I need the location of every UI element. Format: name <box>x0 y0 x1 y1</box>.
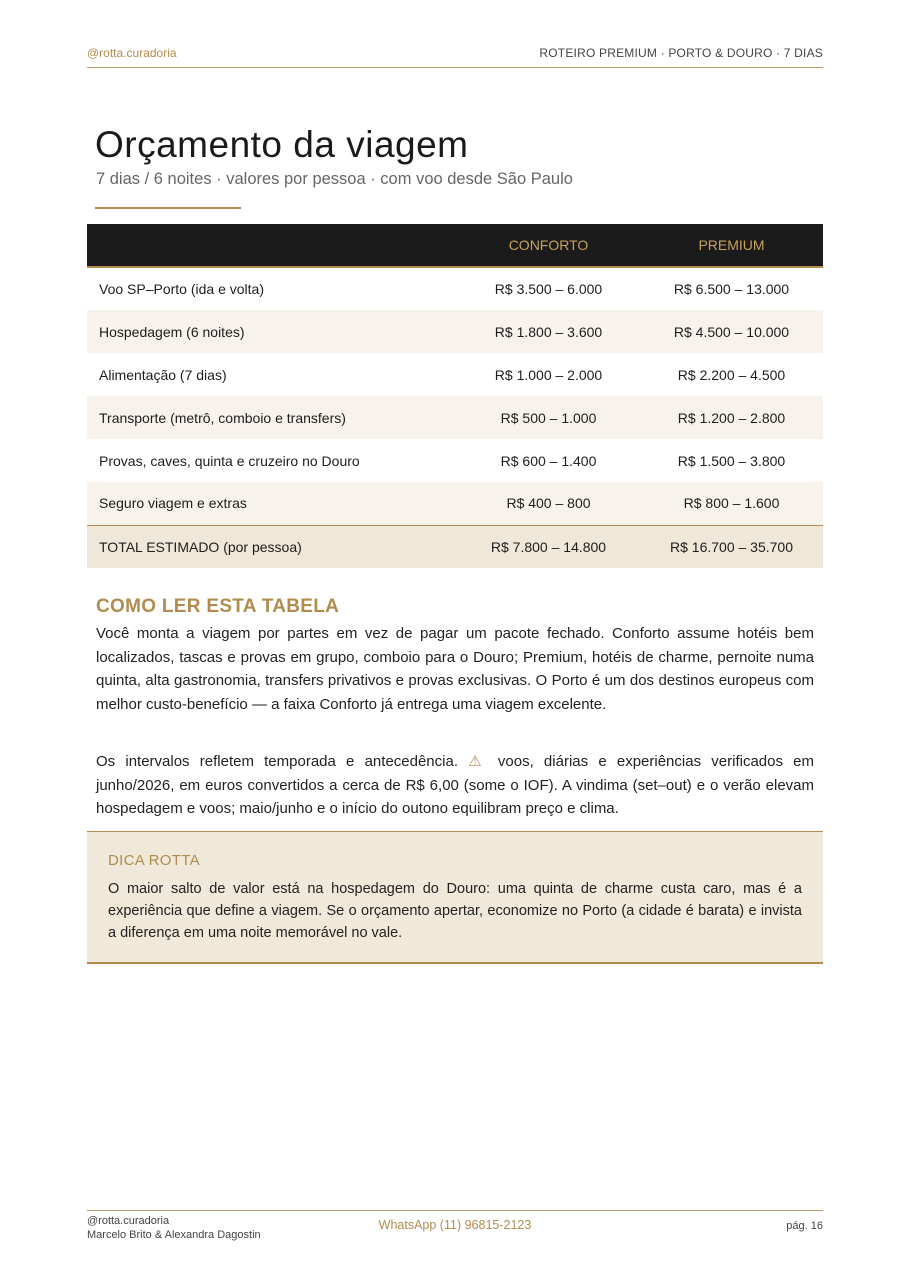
row-category: Provas, caves, quinta e cruzeiro no Douro <box>99 452 360 469</box>
page-title: Orçamento da viagem <box>95 124 469 165</box>
row-premium-value: R$ 800 – 1.600 <box>683 495 780 512</box>
tip-body: O maior salto de valor está na hospedagem do Douro: uma quinta de charme custa caro, mas é a experiência que define a viagem. Se o orçamento apertar, economize no Porto (a cidade é barata) e invista a diferença em uma noite memorável no vale. <box>108 881 802 941</box>
title-divider <box>95 207 241 209</box>
table-row <box>87 439 823 482</box>
paragraph-2-rest: voos, diárias e experiências verificados em junho/2026, em euros convertidos a cerca de R$ 6,00 (some o IOF). A vindima (set–out) e o verão elevam hospedagem e voos; maio/junho e o início do outono equilibram preço e clima. <box>96 753 815 818</box>
row-premium-value: R$ 2.200 – 4.500 <box>677 366 786 383</box>
row-premium-value: R$ 6.500 – 13.000 <box>673 281 790 297</box>
row-conforto-value: R$ 500 – 1.000 <box>500 409 597 426</box>
footer-whatsapp-link[interactable]: WhatsApp (11) 96815-2123 <box>378 1218 532 1232</box>
row-conforto-value: R$ 1.800 – 3.600 <box>494 323 603 340</box>
tip-title: DICA ROTTA <box>108 852 200 869</box>
table-row <box>87 482 823 525</box>
row-premium-value: R$ 4.500 – 10.000 <box>673 323 790 340</box>
budget-table <box>87 224 823 568</box>
footer-page-number: pág. 16 <box>786 1220 823 1232</box>
row-conforto-value: R$ 400 – 800 <box>506 495 591 512</box>
row-category: Seguro viagem e extras <box>99 495 247 512</box>
paragraph-2-intro: Os intervalos refletem temporada e antecedência. <box>96 753 469 770</box>
row-category: Transporte (metrô, comboio e transfers) <box>99 409 346 426</box>
row-conforto-value: R$ 3.500 – 6.000 <box>494 281 603 297</box>
column-header-premium: PREMIUM <box>640 224 823 267</box>
tip-box <box>87 831 823 964</box>
total-label: TOTAL ESTIMADO (por pessoa) <box>99 538 302 555</box>
column-header-category <box>87 224 457 267</box>
header-handle: @rotta.curadoria <box>87 46 177 60</box>
total-premium-value: R$ 16.700 – 35.700 <box>670 538 793 555</box>
table-row <box>87 267 823 310</box>
table-row <box>87 396 823 439</box>
warning-icon: ⚠ <box>468 753 488 770</box>
row-conforto-value: R$ 1.000 – 2.000 <box>494 366 603 383</box>
page-subtitle: 7 dias / 6 noites · valores por pessoa · com voo desde São Paulo <box>96 170 573 188</box>
row-category: Voo SP–Porto (ida e volta) <box>99 281 264 297</box>
footer-handle: @rotta.curadoria <box>87 1215 170 1227</box>
column-header-conforto: CONFORTO <box>457 224 640 267</box>
row-premium-value: R$ 1.200 – 2.800 <box>677 409 786 426</box>
how-to-read-paragraph-1: Você monta a viagem por partes em vez de pagar um pacote fechado. Conforto assume hotéis bem localizados, tascas e provas em grupo, comboio para o Douro; Premium, hotéis de charme, pernoite numa quinta, alta gastronomia, transfers privativos e provas exclusivas. O Porto é um dos destinos europeus com melhor custo-benefício — a faixa Conforto já entrega uma viagem excelente. <box>96 625 814 713</box>
row-premium-value: R$ 1.500 – 3.800 <box>677 452 786 469</box>
row-conforto-value: R$ 600 – 1.400 <box>500 452 597 469</box>
table-total-row <box>87 525 823 568</box>
page-footer <box>87 1210 823 1241</box>
table-row <box>87 310 823 353</box>
table-header-row <box>87 224 823 267</box>
how-to-read-paragraph-2 <box>96 750 814 821</box>
page-header <box>87 46 823 68</box>
row-category: Alimentação (7 dias) <box>99 366 227 383</box>
table-row <box>87 353 823 396</box>
total-conforto-value: R$ 7.800 – 14.800 <box>490 538 607 555</box>
how-to-read-heading: COMO LER ESTA TABELA <box>96 596 340 617</box>
row-category: Hospedagem (6 noites) <box>99 323 245 340</box>
footer-authors: Marcelo Brito & Alexandra Dagostin <box>87 1229 261 1241</box>
header-doc-title: ROTEIRO PREMIUM · PORTO & DOURO · 7 DIAS <box>539 46 823 60</box>
